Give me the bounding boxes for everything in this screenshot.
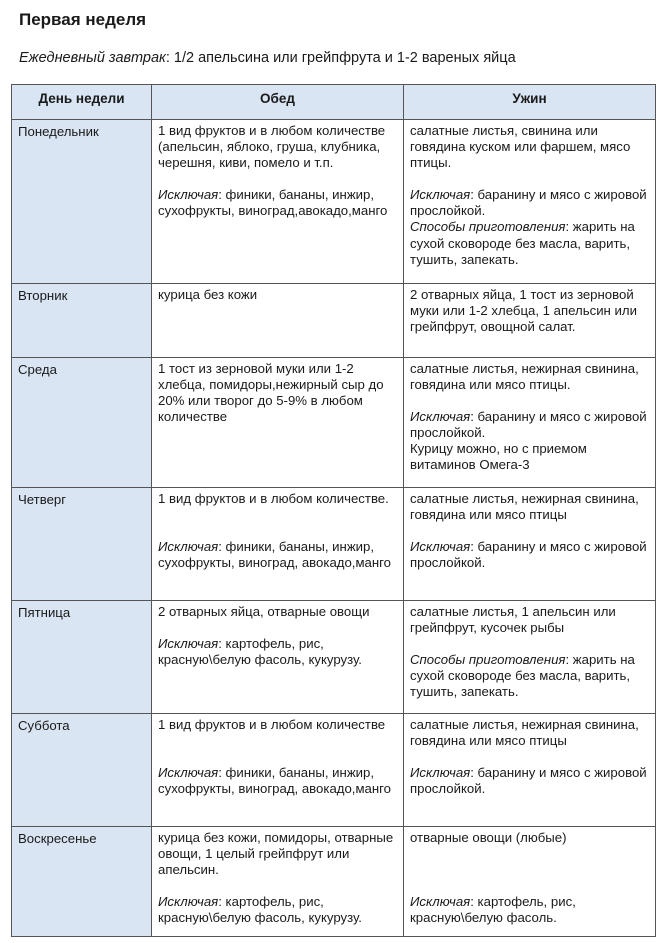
paragraph-text: : картофель, рис, красную\белую фасоль, кукурузу. — [158, 636, 362, 668]
paragraph-text: : баранину и мясо с жировой прослойкой. — [410, 539, 647, 571]
paragraph-text: : баранину и мясо с жировой прослойкой. — [410, 409, 647, 441]
paragraph-gap — [410, 846, 649, 862]
day-cell: Воскресенье — [12, 827, 152, 937]
cell-paragraph — [410, 717, 649, 749]
cell-paragraph — [158, 361, 397, 425]
lunch-cell — [152, 601, 404, 714]
table-row — [12, 488, 656, 601]
daily-breakfast — [19, 50, 516, 66]
lunch-cell — [152, 827, 404, 937]
cell-paragraph — [410, 123, 649, 171]
paragraph-gap — [158, 878, 397, 894]
cell-paragraph — [158, 123, 397, 171]
paragraph-text: 2 отварных яйца, отварные овощи — [158, 604, 370, 619]
lunch-cell — [152, 284, 404, 358]
paragraph-gap — [158, 523, 397, 539]
paragraph-gap — [410, 878, 649, 894]
cell-paragraph — [410, 219, 649, 267]
italic-label: Исключая — [158, 187, 219, 203]
paragraph-gap — [410, 393, 649, 409]
italic-label: Исключая — [158, 894, 219, 910]
paragraph-text: салатные листья, нежирная свинина, говядина или мясо птицы. — [410, 361, 639, 393]
italic-label: Исключая — [158, 636, 219, 652]
paragraph-text: курица без кожи — [158, 287, 258, 302]
paragraph-gap — [410, 636, 649, 652]
dinner-cell — [404, 714, 656, 827]
cell-paragraph — [158, 287, 397, 303]
paragraph-text: : финики, бананы, инжир, сухофрукты, виноград,авокадо,манго — [158, 187, 388, 219]
day-cell: Понедельник — [12, 120, 152, 284]
cell-paragraph — [410, 361, 649, 393]
dinner-cell — [404, 601, 656, 714]
daily-breakfast-text: : 1/2 апельсина или грейпфрута и 1-2 вареных яйца — [165, 50, 516, 66]
paragraph-gap — [158, 733, 397, 749]
cell-paragraph — [158, 717, 397, 733]
paragraph-text: 2 отварных яйца, 1 тост из зерновой муки или 1-2 хлебца, 1 апельсин или грейпфрут, овощной салат. — [410, 287, 637, 335]
day-cell: Вторник — [12, 284, 152, 358]
table-row — [12, 601, 656, 714]
italic-label: Исключая — [410, 539, 471, 555]
cell-paragraph — [158, 830, 397, 878]
table-row — [12, 827, 656, 937]
cell-paragraph — [158, 894, 397, 926]
cell-paragraph — [410, 604, 649, 636]
italic-label: Исключая — [410, 187, 471, 203]
paragraph-text: : жарить на сухой сковороде без масла, варить, тушить, запекать. — [410, 219, 635, 267]
paragraph-gap — [158, 171, 397, 187]
day-cell: Четверг — [12, 488, 152, 601]
italic-label: Исключая — [410, 894, 471, 910]
paragraph-text: отварные овощи (любые) — [410, 830, 567, 845]
dinner-cell — [404, 488, 656, 601]
paragraph-text: : финики, бананы, инжир, сухофрукты, виноград, авокадо,манго — [158, 765, 392, 797]
cell-paragraph — [410, 894, 649, 926]
paragraph-text: : картофель, рис, красную\белую фасоль, кукурузу. — [158, 894, 362, 926]
cell-paragraph — [410, 287, 649, 335]
paragraph-text: : картофель, рис, красную\белую фасоль. — [410, 894, 576, 926]
lunch-cell — [152, 358, 404, 488]
italic-label: Способы приготовления — [410, 652, 566, 668]
italic-label: Исключая — [158, 765, 219, 781]
cell-paragraph — [410, 491, 649, 523]
table-row — [12, 358, 656, 488]
day-cell: Суббота — [12, 714, 152, 827]
dinner-cell — [404, 358, 656, 488]
paragraph-gap — [158, 749, 397, 765]
paragraph-gap — [158, 507, 397, 523]
cell-paragraph — [158, 604, 397, 620]
table-row — [12, 284, 656, 358]
paragraph-text: Курицу можно, но с приемом витаминов Омега-3 — [410, 441, 587, 473]
dinner-cell — [404, 827, 656, 937]
header-lunch: Обед — [152, 85, 404, 120]
cell-paragraph — [410, 187, 649, 219]
paragraph-gap — [410, 523, 649, 539]
paragraph-gap — [410, 749, 649, 765]
day-cell: Среда — [12, 358, 152, 488]
dinner-cell — [404, 120, 656, 284]
daily-breakfast-label: Ежедневный завтрак — [19, 50, 166, 66]
paragraph-text: : баранину и мясо с жировой прослойкой. — [410, 765, 647, 797]
lunch-cell — [152, 714, 404, 827]
paragraph-text: 1 тост из зерновой муки или 1-2 хлебца, помидоры,нежирный сыр до 20% или творог до 5-9% в любом количестве — [158, 361, 384, 425]
table-header-row — [12, 85, 656, 120]
paragraph-text: салатные листья, 1 апельсин или грейпфрут, кусочек рыбы — [410, 604, 616, 636]
cell-paragraph — [158, 187, 397, 219]
paragraph-text: салатные листья, свинина или говядина куском или фаршем, мясо птицы. — [410, 123, 631, 171]
paragraph-text: : финики, бананы, инжир, сухофрукты, виноград, авокадо,манго — [158, 539, 392, 571]
italic-label: Способы приготовления — [410, 219, 566, 235]
day-cell: Пятница — [12, 601, 152, 714]
cell-paragraph — [158, 539, 397, 571]
paragraph-text: : баранину и мясо с жировой прослойкой. — [410, 187, 647, 219]
paragraph-gap — [410, 862, 649, 878]
paragraph-text: 1 вид фруктов и в любом количестве. — [158, 491, 389, 506]
paragraph-text: салатные листья, нежирная свинина, говядина или мясо птицы — [410, 717, 639, 749]
cell-paragraph — [410, 409, 649, 441]
table-row — [12, 120, 656, 284]
lunch-cell — [152, 488, 404, 601]
italic-label: Исключая — [158, 539, 219, 555]
paragraph-text: салатные листья, нежирная свинина, говядина или мясо птицы — [410, 491, 639, 523]
cell-paragraph — [158, 765, 397, 797]
italic-label: Исключая — [410, 765, 471, 781]
cell-paragraph — [410, 441, 649, 473]
paragraph-gap — [158, 620, 397, 636]
cell-paragraph — [158, 491, 397, 507]
paragraph-text: курица без кожи, помидоры, отварные овощи, 1 целый грейпфрут или апельсин. — [158, 830, 394, 878]
paragraph-text: : жарить на сухой сковороде без масла, варить, тушить, запекать. — [410, 652, 635, 700]
paragraph-text: 1 вид фруктов и в любом количестве (апельсин, яблоко, груша, клубника, черешня, киви, помело и т.п. — [158, 123, 386, 171]
header-dinner: Ужин — [404, 85, 656, 120]
header-day: День недели — [12, 85, 152, 120]
cell-paragraph — [158, 636, 397, 668]
meal-plan-table — [11, 84, 656, 937]
cell-paragraph — [410, 652, 649, 700]
paragraph-text: 1 вид фруктов и в любом количестве — [158, 717, 386, 732]
page-title: Первая неделя — [19, 10, 147, 29]
dinner-cell — [404, 284, 656, 358]
italic-label: Исключая — [410, 409, 471, 425]
lunch-cell — [152, 120, 404, 284]
table-row — [12, 714, 656, 827]
cell-paragraph — [410, 765, 649, 797]
paragraph-gap — [410, 171, 649, 187]
cell-paragraph — [410, 539, 649, 571]
cell-paragraph — [410, 830, 649, 846]
